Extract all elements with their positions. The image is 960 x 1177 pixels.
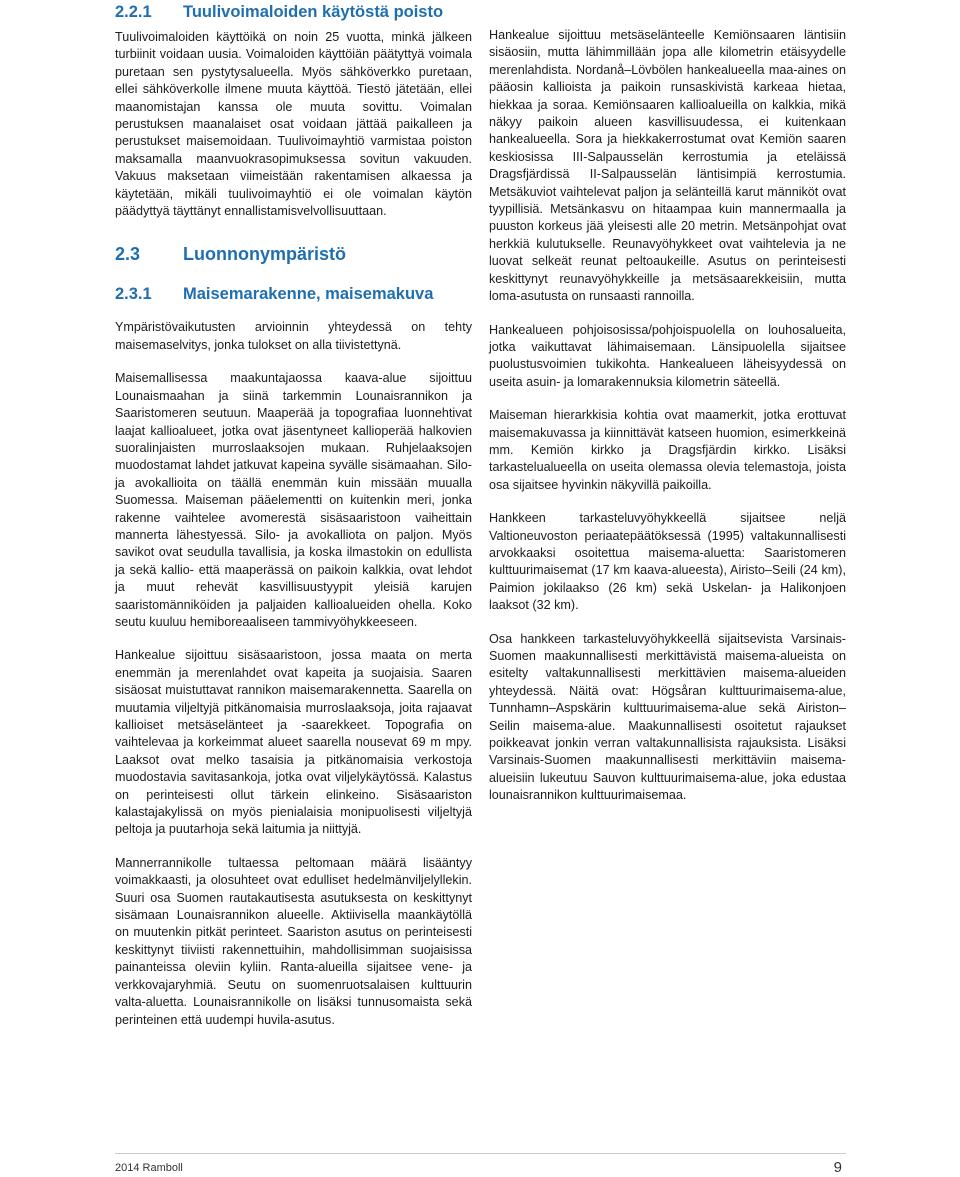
heading-title: Maisemarakenne, maisemakuva (183, 285, 434, 304)
paragraph-inner-archipelago: Hankealue sijoittuu sisäsaaristoon, jossa maata on merta enemmän ja merenlahdet ovat kapeita ja suojaisia. Saaren sisäosat muistuttavat rannikon maisemarakennetta. Saarella on muutamia viljeltyjä pitkänomaisia murroslaaksoja, joita rajaavat kallioiset metsäselänteet ja -saarekkeet. Topografia on vaihtelevaa ja korkeimmat alueet saarella nousevat 69 m mpy. Laaksot ovat melko tasaisia ja pitkänomaisia verkostoja muodostavia savitasankoja, jotka ovat viljelykäytössä. Kalastus on perinteisesti ollut tärkein elinkeino. Sisäsaariston kalastajakylissä on myös pienialaisia monipuolisesti viljeltyjä peltoja ja puutarhoja sekä laitumia ja niittyjä. (115, 648, 472, 837)
heading-number: 2.3.1 (115, 285, 152, 304)
page-number: 9 (833, 1159, 842, 1176)
paragraph-landscape-intro: Ympäristövaikutusten arvioinnin yhteydessä on tehty maisemaselvitys, jonka tulokset on alla tiivistettynä. (115, 320, 472, 352)
heading-2-3 (115, 244, 472, 264)
footer-copyright: 2014 Ramboll (115, 1162, 183, 1174)
right-column (489, 27, 846, 805)
heading-title: Luonnonympäristö (183, 244, 346, 265)
heading-number: 2.3 (115, 244, 141, 265)
heading-2-2-1 (115, 2, 472, 22)
paragraph-quarry-areas: Hankealueen pohjoisosissa/pohjoispuolella on louhosalueita, jotka vaikuttavat lähimaisemaan. Länsipuolella sijaitsee puolustusvoimien tukikohta. Hankealueen läheisyydessä on useita asuin- ja lomarakennuksia kilometrin säteellä. (489, 322, 846, 389)
footer-divider (115, 1153, 846, 1154)
paragraph-landscape-region: Maisemallisessa maakuntajaossa kaava-alue sijoittuu Lounaismaahan ja siinä tarkemmin Lounaisrannikon ja Saaristomeren seutuun. Maaperää ja topografiaa luonnehtivat laajat kallioalueet, jotka ovat jäsentyneet kallioperää halkovien suoralinjaisten murroslaaksojen mukaan. Ruhjelaaksojen muodostamat lahdet jatkuvat kapeina syvälle sisämaahan. Silo- ja avokallioita on täällä enemmän kuin missään muualla Suomessa. Maiseman pääelementti on kuitenkin meri, jonka rakenne vaihtelee avomerestä sisäsaaristoon vaiheittain mannerta lähestyessä. Silo- ja avokalliota on paljon. Myös savikot ovat seudulla tavallisia, ja koska ilmastokin on edullista ja sekä kallio- että maaperässä on paikoin kalkkia, ovat lehdot ja muut rehevät kasvillisuustyypit yleisiä karujen saaristomänniköiden ja paljaiden kallioalueiden ohella. Koko seutu kuuluu hemiboreaaliseen tammivyöhykkeeseen. (115, 371, 472, 629)
paragraph-decommissioning: Tuulivoimaloiden käyttöikä on noin 25 vuotta, minkä jälkeen turbiinit voidaan uusia. Voimaloiden käyttöiän päätyttyä voimala puretaan sen pystytysalueella. Myös sähköverkko puretaan, ellei sähköverkolle ilmene muuta käyttöä. Tiestö jätetään, ellei maanomistajan kanssa ole muuta sovittu. Voimalan perustuksen maanalaiset osat voidaan jättää paikalleen ja perustukset maisemoidaan. Tuulivoimayhtiö varmistaa poiston maksamalla maanvuokrasopimuksessa sovitun vakuuden. Vakuus maksetaan viimeistään rakentamisen alkaessa ja käytetään, mikäli tuulivoimayhtiö ei ole voimalan käytön päädyttyä täyttänyt ennallistamisvelvollisuuttaan. (115, 30, 472, 219)
left-column (115, 0, 472, 1029)
paragraph-project-area: Hankealue sijoittuu metsäselänteelle Kemiönsaaren läntisiin sisäosiin, mutta lähimmillään jopa alle kilometrin etäisyydelle merenlahdista. Nordanå–Lövbölen hankealueella maa-aines on pääosin kallioista ja paikoin runsaskivistä karkeaa hietaa, hiekkaa ja soraa. Kemiönsaaren kallioalueilla on kalkkia, mikä näkyy paikoin alueen kasvillisuudessa, ei kuitenkaan hankealueella. Sora ja hiekkakerrostumat ovat Kemiön saaren keskiosissa III-Salpausselän kerrostumia ja eteläissä Dragsfjärdissä II-Salpausselän läntisimpiä kerrostumia. Metsäkuviot vaihtelevat paljon ja selänteillä karut männiköt ovat tyypillisiä. Metsänkasvu on hitaampaa kuin mannermaalla ja puuston korkeus jää yleisesti alle 20 metrin. Metsänpohjat ovat herkkiä kulutukselle. Reunavyöhykkeet ovat vaihtelevia ja ne luovat selkeät reunat peltoaukeille. Asutus on perinteisesti keskittynyt reunavyöhykkeille ja metsäsaarekkeisiin, mutta loma-asutusta on runsaasti rannoilla. (489, 28, 846, 304)
heading-title: Tuulivoimaloiden käytöstä poisto (183, 3, 444, 21)
heading-number: 2.2.1 (115, 3, 152, 21)
paragraph-mainland-coast: Mannerrannikolle tultaessa peltomaan määrä lisääntyy voimakkaasti, ja olosuhteet ovat edulliset hedelmänviljelyllekin. Suuri osa Suomen rautakautisesta asutuksesta on keskittynyt sisämaan Lounaisrannikon alueelle. Aktiivisella maankäytöllä on muutenkin pitkät perinteet. Saariston asutus on perinteisesti keskittynyt tiiviisti rakennettuihin, mahdollisimman suojaisissa painanteissa oleviin kyliin. Ranta-alueilla sijaitsee vene- ja verkkovajaryhmiä. Seutu on suomenruotsalaisen kulttuurin valta-aluetta. Lounaisrannikolle on lisäksi tunnusomaista sekä perinteinen että uudempi huvila-asutus. (115, 855, 472, 1027)
heading-2-3-1 (115, 284, 472, 304)
paragraph-landmarks: Maiseman hierarkkisia kohtia ovat maamerkit, jotka erottuvat maisemakuvassa ja kiinnittävät katseen huomion, esimerkkeinä mm. Kemiön kirkko ja Dragsfjärdin kirkko. Lisäksi tarkastelualueella on useita olemassa olevia telemastoja, joista osa sijaitsee hyvinkin näkyvillä paikoilla. (489, 408, 846, 492)
paragraph-national-landscapes: Hankkeen tarkasteluvyöhykkeellä sijaitsee neljä Valtioneuvoston periaatepäätöksessä (1995) valtakunnallisesti arvokkaaksi osoitettua maisema-aluetta: Saaristomeren kulttuurimaisemat (17 km kaava-alueesta), Airisto–Seili (24 km), Paimion jokilaakso (26 km) sekä Uskelan- ja Halikonjoen laaksot (32 km). (489, 511, 846, 613)
paragraph-regional-landscapes: Osa hankkeen tarkasteluvyöhykkeellä sijaitsevista Varsinais-Suomen maakunnallisesti merkittävistä maisema-alueista on esitelty valtakunnallisesti merkittävien maisema-alueiden yhteydessä. Näitä ovat: Högsåran kulttuurimaisema-alue, Tunnhamn–Aspskärin kulttuurimaisema-alue sekä Airiston–Seilin maisema-alue. Maakunnallisesti osoitetut rajaukset poikkeavat jonkin verran valtakunnallisista rajauksista. Lisäksi Varsinais-Suomen maakunnallisesti merkittäviin maisema-alueisiin lukeutuu Sauvon kulttuurimaisema-alue, joka edustaa lounaisrannikon kulttuurimaisemaa. (489, 631, 846, 803)
